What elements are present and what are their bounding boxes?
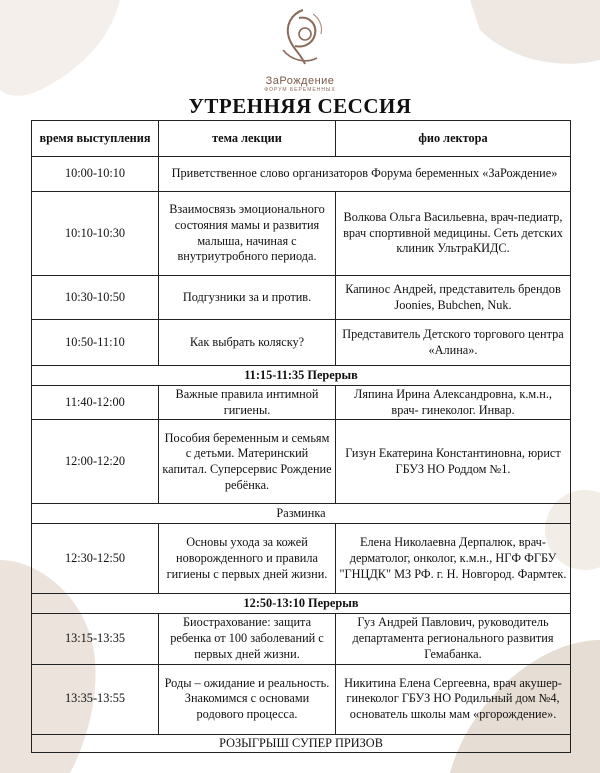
speaker-cell: Капинос Андрей, представитель брендов Joonies, Bubchen, Nuk. [336,276,571,320]
break-cell: 12:50-13:10 Перерыв [32,594,571,614]
topic-cell: Роды – ожидание и реальность. Знакомимся с основами родового процесса. [159,664,336,734]
time-cell: 10:00-10:10 [32,157,159,192]
topic-cell: Основы ухода за кожей новорожденного и правила гигиены с первых дней жизни. [159,524,336,594]
time-cell: 10:10-10:30 [32,192,159,276]
table-row [32,524,571,594]
time-cell: 13:35-13:55 [32,664,159,734]
speaker-cell: Представитель Детского торгового центра «Алина». [336,320,571,366]
forum-logo [240,4,360,100]
header-time: время выступления [32,121,159,157]
table-row [32,420,571,504]
topic-cell: Подгузники за и против. [159,276,336,320]
table-row [32,320,571,366]
break-row [32,366,571,386]
logo-subtitle: ФОРУМ БЕРЕМЕННЫХ [264,87,336,93]
topic-cell: Пособия беременным и семьям с детьми. Материнский капитал. Суперсервис Рождение ребёнка. [159,420,336,504]
speaker-cell: Гизун Екатерина Константиновна, юрист ГБУЗ НО Роддом №1. [336,420,571,504]
warmup-cell: Разминка [32,504,571,524]
table-header-row [32,121,571,157]
table-row [32,192,571,276]
topic-cell: Важные правила интимной гигиены. [159,386,336,420]
speaker-cell: Гуз Андрей Павлович, руководитель департамента регионального развития Гемабанка. [336,614,571,664]
header-topic: тема лекции [159,121,336,157]
table-row [32,614,571,664]
logo-name: ЗаРождение [265,75,335,87]
table-row [32,734,571,753]
table-row [32,276,571,320]
speaker-cell: Елена Николаевна Дерпалюк, врач-дерматолог, онколог, к.м.н., НГФ ФГБУ "ГНЦДК" МЗ РФ. г. Н. Новгород. Фармтек. [336,524,571,594]
table-row [32,386,571,420]
break-row [32,594,571,614]
table-row [32,157,571,192]
topic-cell: Взаимосвязь эмоционального состояния мамы и развития малыша, начиная с внутриутробного периода. [159,192,336,276]
prize-draw-cell: РОЗЫГРЫШ СУПЕР ПРИЗОВ [32,734,571,753]
merged-cell: Приветственное слово организаторов Форума беременных «ЗаРождение» [159,157,571,192]
table-row [32,664,571,734]
topic-cell: Биострахование: защита ребенка от 100 заболеваний с первых дней жизни. [159,614,336,664]
speaker-cell: Ляпина Ирина Александровна, к.м.н., врач- гинеколог. Инвар. [336,386,571,420]
time-cell: 12:00-12:20 [32,420,159,504]
page-title: УТРЕННЯЯ СЕССИЯ [188,94,412,118]
mother-baby-icon [265,4,335,74]
time-cell: 10:30-10:50 [32,276,159,320]
speaker-cell: Никитина Елена Сергеевна, врач акушер-гинеколог ГБУЗ НО Родильный дом №4, основатель школы мам «ргорождение». [336,664,571,734]
top-left-blob [0,0,120,96]
time-cell: 11:40-12:00 [32,386,159,420]
schedule-table [31,120,571,753]
top-right-blob [470,0,600,64]
topic-cell: Как выбрать коляску? [159,320,336,366]
time-cell: 10:50-11:10 [32,320,159,366]
table-row [32,504,571,524]
time-cell: 13:15-13:35 [32,614,159,664]
header-speaker: фио лектора [336,121,571,157]
speaker-cell: Волкова Ольга Васильевна, врач-педиатр, врач спортивной медицины. Сеть детских клиник УльтраКИДС. [336,192,571,276]
time-cell: 12:30-12:50 [32,524,159,594]
break-cell: 11:15-11:35 Перерыв [32,366,571,386]
